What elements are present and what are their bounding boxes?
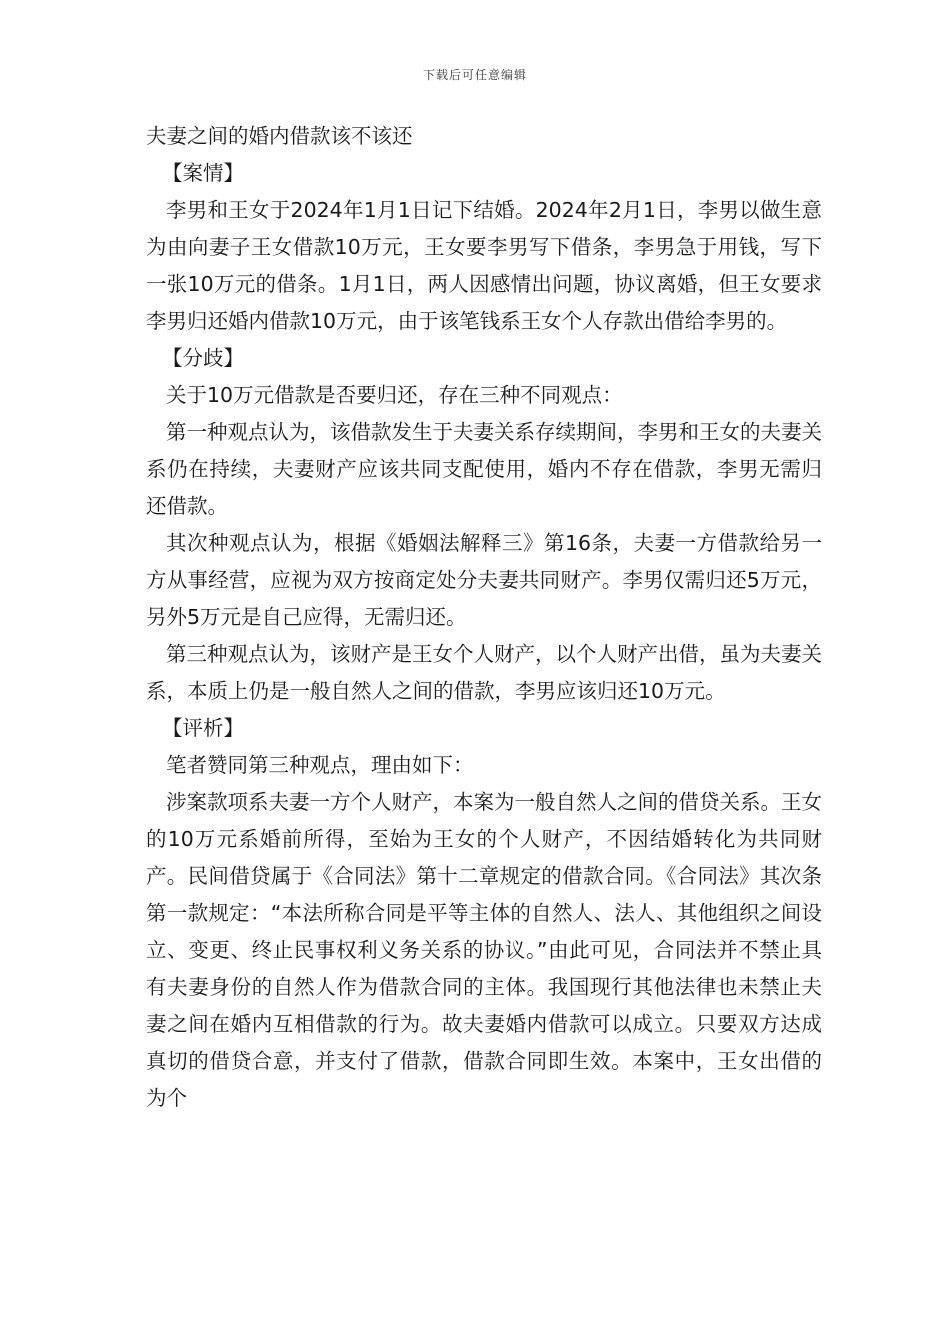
document-body [146,118,822,1117]
page-header-note: 下载后可任意编辑 [422,68,527,82]
view-three-paragraph: 第三种观点认为，该财产是王女个人财产，以个人财产出借，虽为夫妻关系，本质上仍是一般自然人之间的借款，李男应该归还10万元。 [146,642,822,703]
analysis-paragraph: 涉案款项系夫妻一方个人财产，本案为一般自然人之间的借贷关系。王女的10万元系婚前所得，至始为王女的个人财产，不因结婚转化为共同财产。民间借贷属于《合同法》第十二章规定的借款合同。《合同法》其次条第一款规定：“本法所称合同是平等主体的自然人、法人、其他组织之间设立、变更、终止民事权利义务关系的协议。”由此可见，合同法并不禁止具有夫妻身份的自然人作为借款合同的主体。我国现行其他法律也未禁止夫妻之间在婚内互相借款的行为。故夫妻婚内借款可以成立。只要双方达成真切的借贷合意，并支付了借款，借款合同即生效。本案中，王女出借的为个 [146,790,822,1110]
case-paragraph: 李男和王女于2024年1月1日记下结婚。2024年2月1日，李男以做生意为由向妻子王女借款10万元，王女要李男写下借条，李男急于用钱，写下一张10万元的借条。1月1日，两人因感情出问题，协议离婚，但王女要求李男归还婚内借款10万元，由于该笔钱系王女个人存款出借给李男的。 [146,198,822,333]
document-title: 夫妻之间的婚内借款该不该还 [146,124,413,148]
dispute-heading: 【分歧】 [162,346,244,370]
view-two-paragraph: 其次种观点认为，根据《婚姻法解释三》第16条，夫妻一方借款给另一方从事经营，应视为双方按商定处分夫妻共同财产。李男仅需归还5万元，另外5万元是自己应得，无需归还。 [146,531,822,629]
analysis-heading: 【评析】 [162,716,244,740]
view-one-paragraph: 第一种观点认为，该借款发生于夫妻关系存续期间，李男和王女的夫妻关系仍在持续，夫妻财产应该共同支配使用，婚内不存在借款，李男无需归还借款。 [146,420,822,518]
case-heading: 【案情】 [162,161,244,185]
dispute-intro-paragraph: 关于10万元借款是否要归还，存在三种不同观点： [166,383,623,407]
analysis-intro-paragraph: 笔者赞同第三种观点，理由如下： [166,753,474,777]
